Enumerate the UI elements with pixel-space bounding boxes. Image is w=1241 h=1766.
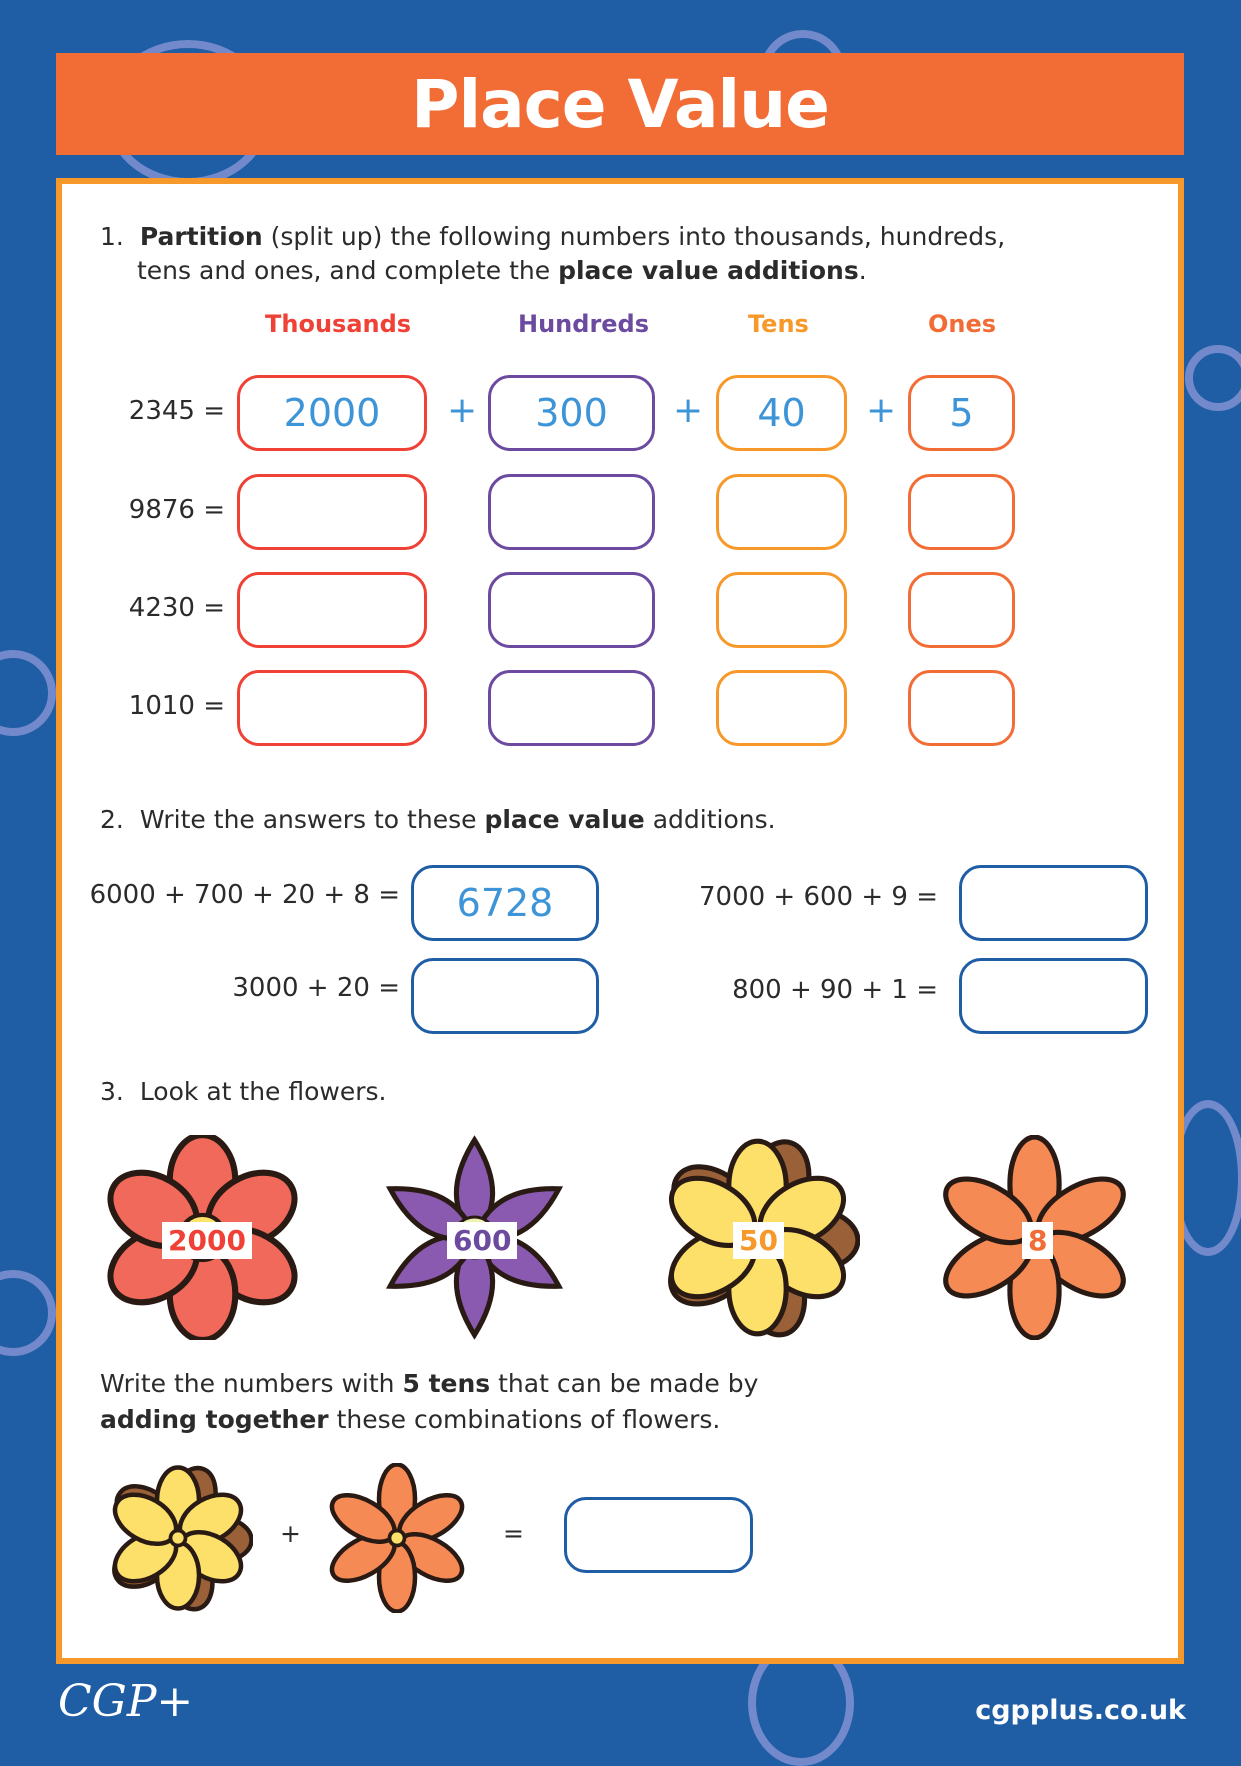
row-label: 1010 = bbox=[128, 691, 225, 721]
flower-value: 50 bbox=[733, 1222, 784, 1259]
header-thousands: Thousands bbox=[265, 310, 412, 338]
hundreds-box[interactable]: 300 bbox=[488, 375, 655, 451]
ones-box[interactable] bbox=[908, 572, 1015, 648]
thousands-box[interactable] bbox=[237, 572, 427, 648]
cgp-logo: CGP+ bbox=[58, 1676, 194, 1727]
tens-box[interactable]: 40 bbox=[716, 375, 847, 451]
answer-box[interactable] bbox=[564, 1497, 753, 1573]
addition-expression: 800 + 90 + 1 = bbox=[732, 975, 938, 1005]
header-hundreds: Hundreds bbox=[518, 310, 650, 338]
answer-box[interactable] bbox=[411, 958, 599, 1034]
tens-box[interactable] bbox=[716, 474, 847, 550]
row-label: 9876 = bbox=[128, 495, 225, 525]
site-url: cgpplus.co.uk bbox=[975, 1695, 1186, 1726]
addition-expression: 6000 + 700 + 20 + 8 = bbox=[89, 880, 400, 910]
swirl-decoration bbox=[1185, 345, 1241, 411]
flower-value: 8 bbox=[1022, 1222, 1053, 1259]
yellow-flower-icon bbox=[103, 1463, 253, 1613]
thousands-box[interactable] bbox=[237, 670, 427, 746]
tens-box[interactable] bbox=[716, 670, 847, 746]
page-title: Place Value bbox=[411, 65, 829, 143]
thousands-box[interactable] bbox=[237, 474, 427, 550]
answer-box[interactable]: 6728 bbox=[411, 865, 599, 941]
plus-sign: + bbox=[866, 390, 897, 431]
row-label: 2345 = bbox=[128, 396, 225, 426]
swirl-decoration bbox=[0, 650, 56, 736]
plus-sign: + bbox=[447, 390, 478, 431]
orange-flower-icon bbox=[322, 1463, 472, 1613]
question-1: 1. Partition (split up) the following numbers into thousands, hundreds, bbox=[100, 222, 1006, 251]
question-2: 2. Write the answers to these place value additions. bbox=[100, 805, 776, 834]
row-label: 4230 = bbox=[128, 593, 225, 623]
swirl-decoration bbox=[0, 1270, 56, 1356]
addition-expression: 7000 + 600 + 9 = bbox=[698, 882, 938, 912]
answer-box[interactable] bbox=[959, 865, 1148, 941]
question-1-line-2: tens and ones, and complete the place value additions. bbox=[137, 256, 867, 285]
hundreds-box[interactable] bbox=[488, 670, 655, 746]
equals-sign: = bbox=[503, 1519, 524, 1548]
hundreds-box[interactable] bbox=[488, 474, 655, 550]
question-3: 3. Look at the flowers. bbox=[100, 1077, 387, 1106]
plus-sign: + bbox=[673, 390, 704, 431]
answer-box[interactable] bbox=[959, 958, 1148, 1034]
ones-box[interactable] bbox=[908, 670, 1015, 746]
ones-box[interactable] bbox=[908, 474, 1015, 550]
question-3-instruction: Write the numbers with 5 tens that can be made by bbox=[100, 1369, 759, 1398]
tens-box[interactable] bbox=[716, 572, 847, 648]
thousands-box[interactable]: 2000 bbox=[237, 375, 427, 451]
flower-value: 2000 bbox=[162, 1222, 252, 1259]
hundreds-box[interactable] bbox=[488, 572, 655, 648]
header-tens: Tens bbox=[748, 310, 809, 338]
header-ones: Ones bbox=[928, 310, 997, 338]
flower-value: 600 bbox=[447, 1222, 517, 1259]
plus-sign: + bbox=[280, 1519, 301, 1548]
addition-expression: 3000 + 20 = bbox=[232, 973, 400, 1003]
title-banner bbox=[56, 53, 1184, 155]
ones-box[interactable]: 5 bbox=[908, 375, 1015, 451]
question-3-instruction-line-2: adding together these combinations of flowers. bbox=[100, 1405, 721, 1434]
